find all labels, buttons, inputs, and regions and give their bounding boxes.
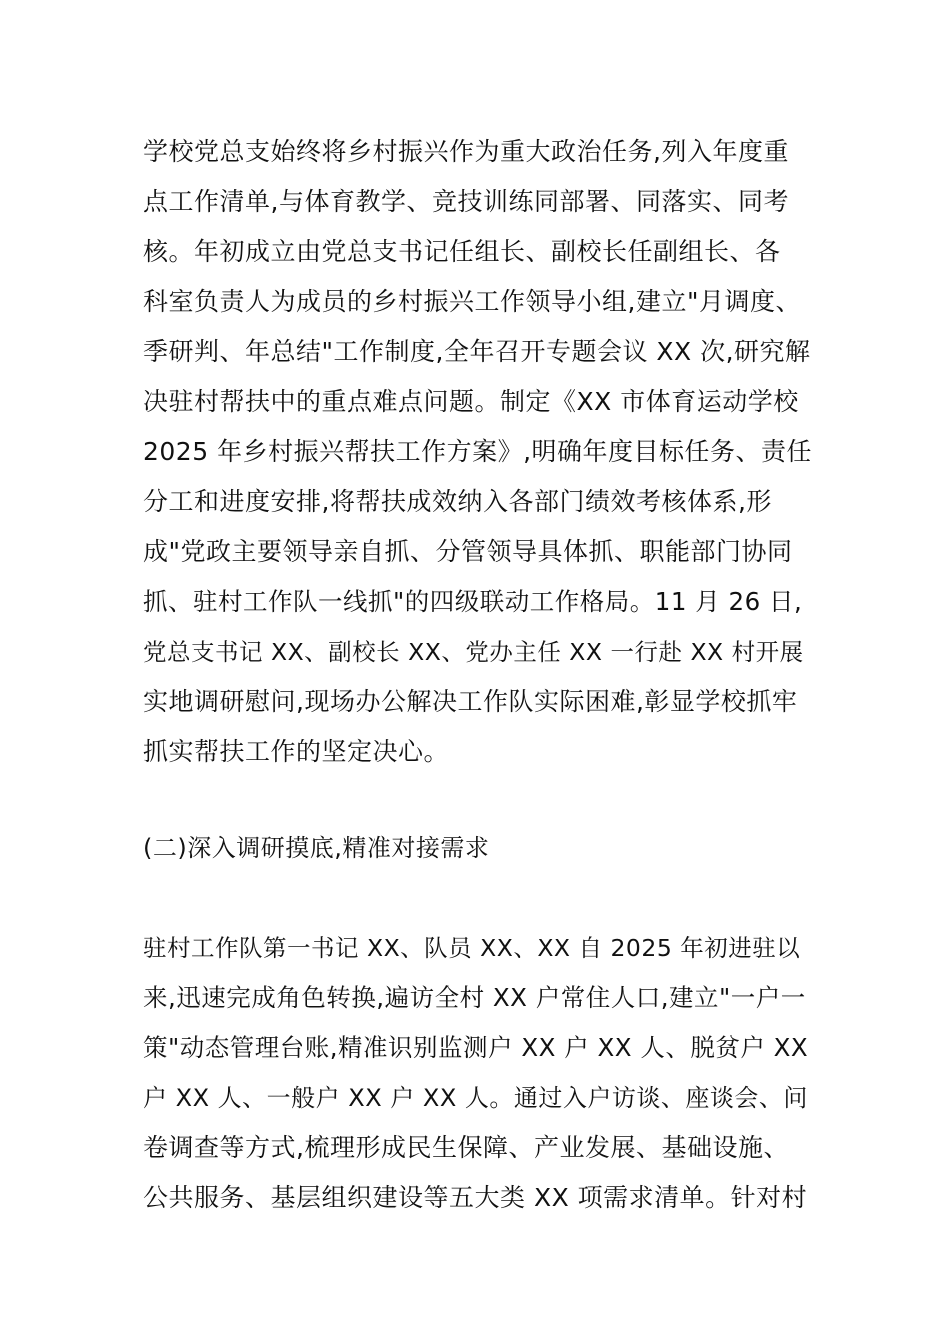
text-line: 策"动态管理台账,精准识别监测户 XX 户 XX 人、脱贫户 XX xyxy=(143,1033,809,1062)
text-line: 成"党政主要领导亲自抓、分管领导具体抓、职能部门协同 xyxy=(143,537,793,566)
text-line: 分工和进度安排,将帮扶成效纳入各部门绩效考核体系,形 xyxy=(143,487,772,516)
text-line: 党总支书记 XX、副校长 XX、党办主任 XX 一行赴 XX 村开展 xyxy=(143,638,804,666)
body-paragraph-2 xyxy=(143,923,813,1223)
text-line: 抓、驻村工作队一线抓"的四级联动工作格局。11 月 26 日, xyxy=(143,587,803,616)
heading-text: (二)深入调研摸底,精准对接需求 xyxy=(143,834,490,862)
text-line: 2025 年乡村振兴帮扶工作方案》,明确年度目标任务、责任 xyxy=(143,437,813,466)
body-paragraph-1 xyxy=(143,127,813,777)
text-line: 决驻村帮扶中的重点难点问题。制定《XX 市体育运动学校 xyxy=(143,387,799,416)
text-line: 户 XX 人、一般户 XX 户 XX 人。通过入户访谈、座谈会、问 xyxy=(143,1084,808,1112)
text-line: 季研判、年总结"工作制度,全年召开专题会议 XX 次,研究解 xyxy=(143,337,811,366)
text-line: 卷调查等方式,梳理形成民生保障、产业发展、基础设施、 xyxy=(143,1133,789,1162)
text-line: 点工作清单,与体育教学、竞技训练同部署、同落实、同考 xyxy=(143,187,789,216)
text-line: 来,迅速完成角色转换,遍访全村 XX 户常住人口,建立"一户一 xyxy=(143,983,806,1012)
text-line: 公共服务、基层组织建设等五大类 XX 项需求清单。针对村 xyxy=(143,1183,808,1212)
text-line: 科室负责人为成员的乡村振兴工作领导小组,建立"月调度、 xyxy=(143,287,801,316)
text-line: 学校党总支始终将乡村振兴作为重大政治任务,列入年度重 xyxy=(143,137,789,166)
text-line: 实地调研慰问,现场办公解决工作队实际困难,彰显学校抓牢 xyxy=(143,687,798,716)
text-line: 核。年初成立由党总支书记任组长、副校长任副组长、各 xyxy=(143,237,781,266)
text-line: 抓实帮扶工作的坚定决心。 xyxy=(143,737,450,766)
section-heading xyxy=(143,823,813,873)
text-line: 驻村工作队第一书记 XX、队员 XX、XX 自 2025 年初进驻以 xyxy=(143,934,801,962)
